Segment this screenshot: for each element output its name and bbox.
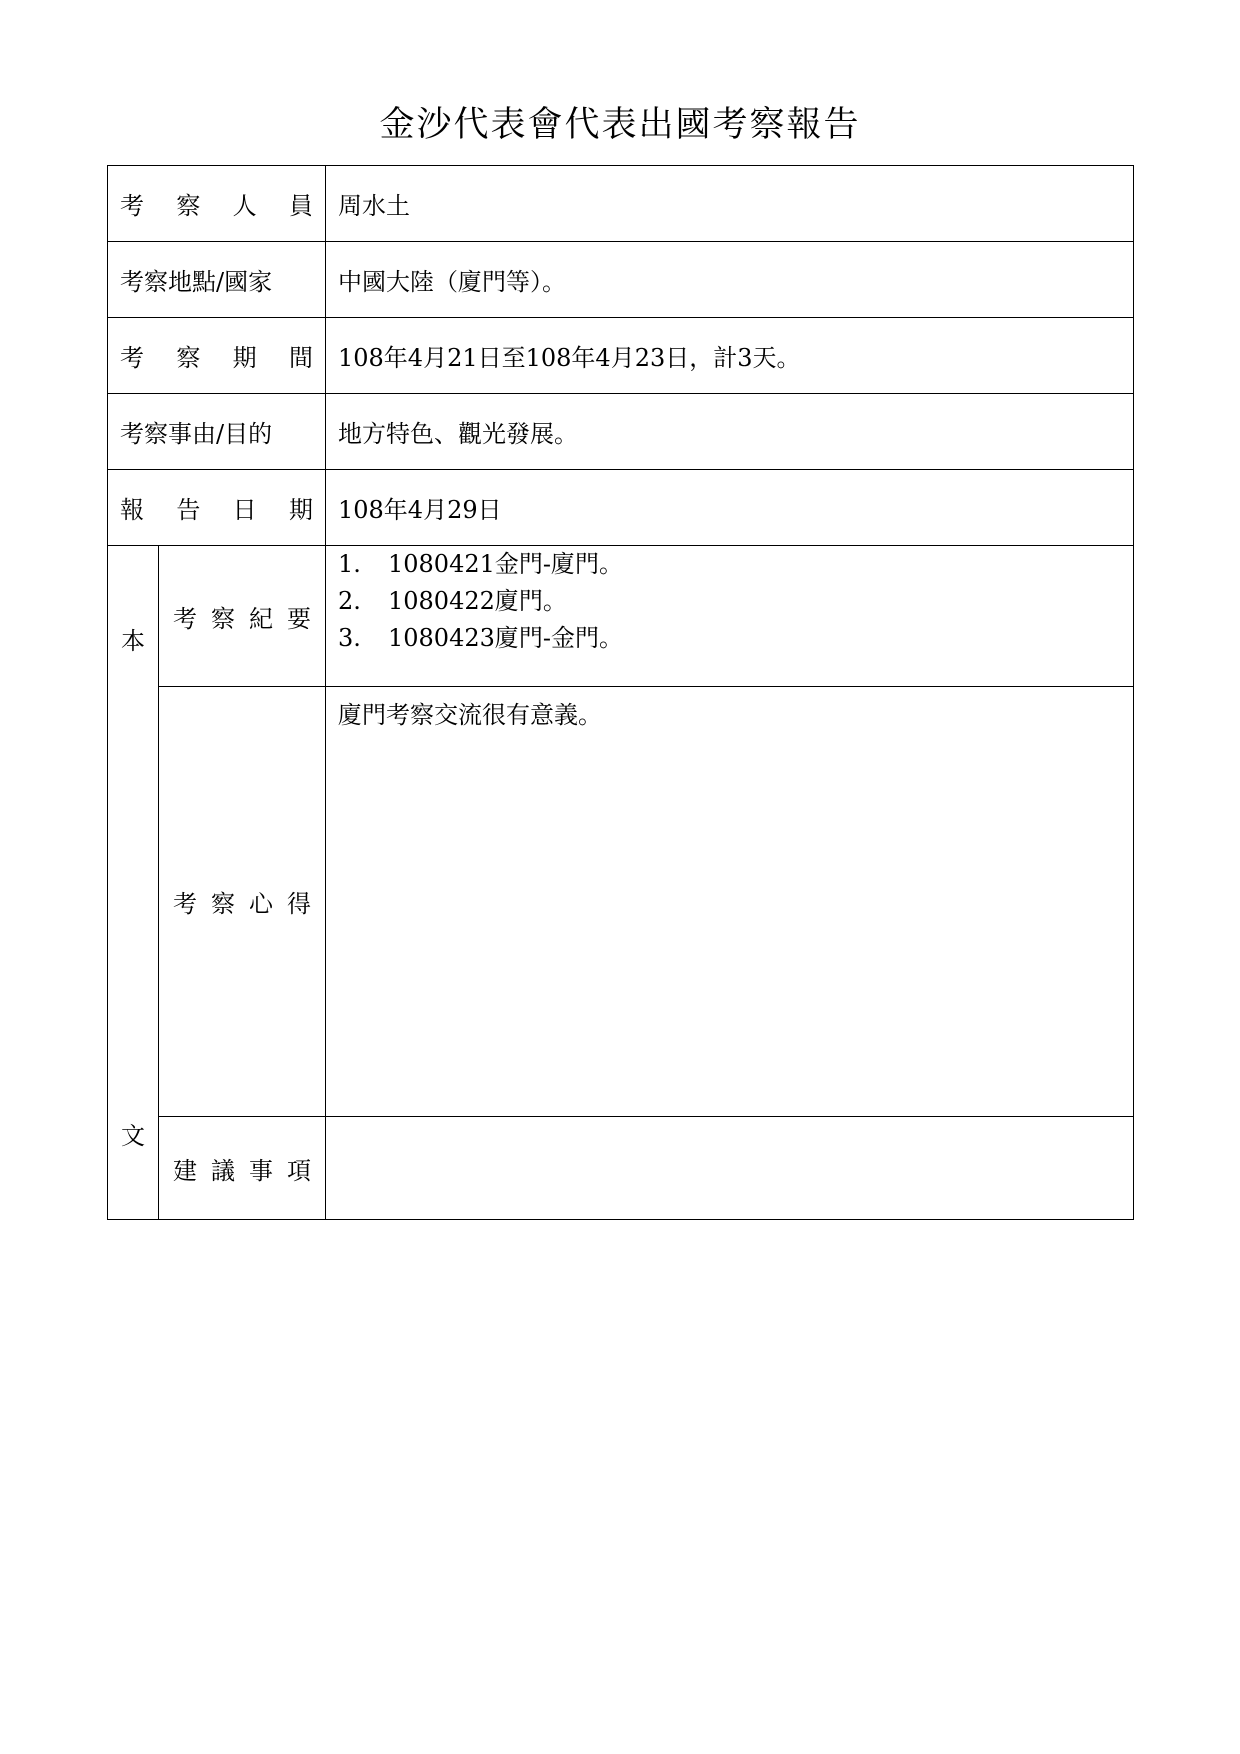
report-date-value: 108年4月29日 <box>338 496 502 524</box>
report-table <box>107 165 1134 1220</box>
label-char: 察 <box>211 604 235 633</box>
value-cell <box>326 318 1134 394</box>
label-char: 建 <box>173 1156 197 1185</box>
suggestions-label <box>159 1151 325 1186</box>
label-char: 員 <box>288 192 313 220</box>
value-cell <box>326 470 1134 546</box>
list-number: 2. <box>338 587 361 615</box>
label-char: 考 <box>173 604 197 633</box>
document-title: 金沙代表會代表出國考察報告 <box>379 105 861 145</box>
label-char: 事 <box>249 1156 273 1185</box>
side-char-top: 本 <box>121 627 145 655</box>
label-cell <box>108 166 326 242</box>
label-char: 間 <box>288 344 313 372</box>
label-cell <box>108 394 326 470</box>
row-period <box>108 318 1134 394</box>
period-label <box>108 338 325 373</box>
row-location <box>108 242 1134 318</box>
label-cell <box>108 470 326 546</box>
row-personnel <box>108 166 1134 242</box>
summary-label <box>159 599 325 634</box>
value-cell <box>326 687 1134 1117</box>
label-char: 紀 <box>249 604 273 633</box>
label-char: 告 <box>176 496 201 524</box>
row-purpose <box>108 394 1134 470</box>
insights-label <box>159 884 325 919</box>
row-summary <box>108 546 1134 687</box>
label-cell <box>108 242 326 318</box>
personnel-label <box>108 186 325 221</box>
label-char: 期 <box>232 344 257 372</box>
list-item <box>338 620 1133 657</box>
label-char: 察 <box>176 192 201 220</box>
value-cell <box>326 546 1134 687</box>
row-suggestions <box>108 1117 1134 1220</box>
row-report-date <box>108 470 1134 546</box>
list-number: 3. <box>338 624 361 652</box>
label-char: 心 <box>249 890 273 918</box>
value-cell <box>326 166 1134 242</box>
list-number: 1. <box>338 550 361 578</box>
list-item <box>338 583 1133 620</box>
label-cell <box>159 687 326 1117</box>
period-value: 108年4月21日至108年4月23日，計3天。 <box>338 344 801 372</box>
label-char: 察 <box>176 344 201 372</box>
label-char: 人 <box>232 192 257 220</box>
label-cell <box>159 1117 326 1220</box>
label-char: 日 <box>232 496 257 524</box>
label-cell <box>159 546 326 687</box>
side-char-bottom: 文 <box>121 1122 145 1150</box>
list-text: 1080421金門-廈門。 <box>388 550 623 578</box>
row-insights <box>108 687 1134 1117</box>
body-side-label <box>108 546 159 1220</box>
label-char: 期 <box>288 496 313 524</box>
report-date-label <box>108 490 325 525</box>
list-item <box>338 546 1133 583</box>
personnel-value: 周水土 <box>338 192 410 220</box>
value-cell <box>326 394 1134 470</box>
list-text: 1080423廈門-金門。 <box>388 624 623 652</box>
value-cell <box>326 242 1134 318</box>
value-cell <box>326 1117 1134 1220</box>
label-char: 報 <box>120 496 144 524</box>
location-label: 考察地點/國家 <box>120 268 273 296</box>
purpose-value: 地方特色、觀光發展。 <box>338 420 578 448</box>
label-cell <box>108 318 326 394</box>
label-char: 得 <box>287 890 311 918</box>
label-char: 要 <box>287 604 311 633</box>
label-char: 項 <box>287 1156 311 1185</box>
label-char: 考 <box>120 192 144 220</box>
label-char: 考 <box>173 890 197 918</box>
purpose-label: 考察事由/目的 <box>120 420 273 448</box>
label-char: 考 <box>120 344 144 372</box>
summary-list <box>326 546 1133 657</box>
label-char: 察 <box>211 890 235 918</box>
insights-value: 廈門考察交流很有意義。 <box>338 701 602 729</box>
list-text: 1080422廈門。 <box>388 587 567 615</box>
label-char: 議 <box>211 1156 235 1185</box>
location-value: 中國大陸（廈門等）。 <box>338 268 566 296</box>
